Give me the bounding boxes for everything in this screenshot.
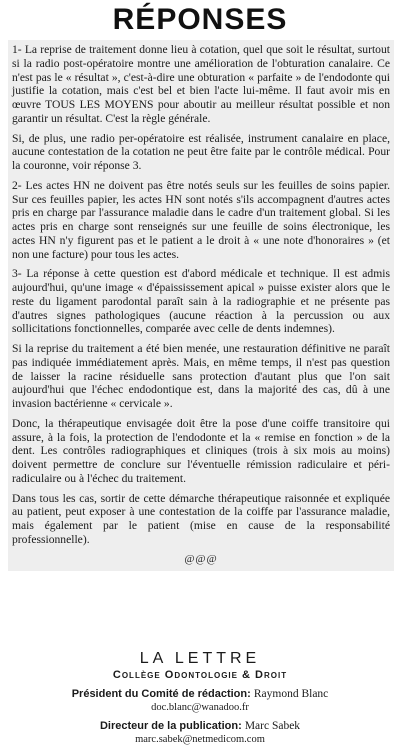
publication-name: LA LETTRE xyxy=(139,650,261,667)
answer-paragraph: 1- La reprise de traitement donne lieu à cotation, quel que soit le résultat, surtout si la radio post-opératoire montre une amélioration de l'obturation canalaire. Ce n'est pas le « résultat », c'est-à-dire une obturation « parfaite » de l'endodonte qui justifie la cotation, mais c'est bel et bien l'acte lui-même. Il faut avoir mis en œuvre TOUS LES MOYENS pour aboutir au meilleur résultat possible et non garantir un résultat. C'est la règle générale. xyxy=(12,43,390,125)
masthead-footer xyxy=(0,650,400,746)
director-role: Directeur de la publication: xyxy=(99,720,242,732)
answer-paragraph: Dans tous les cas, sortir de cette démarche thérapeutique raisonnée et expliquée au patient, peut exposer à une contestation de la coiffe par l'assurance maladie, mais également par le patient (mise en cause de la responsabilité professionnelle). xyxy=(12,491,390,546)
editor-email[interactable]: doc.blanc@wanadoo.fr xyxy=(151,702,249,713)
answer-paragraph: 3- La réponse à cette question est d'abord médicale et technique. Il est admis aujourd'hui, qu'une image « d'épaississement apical » puisse exister alors que le reste du ligament parodontal paraît sain à la radiographie et ne présente pas d'autres signes pathologiques (aucune réaction à la percussion ou aux sollicitations fonctionnelles, comparée avec celle de dents indemnes). xyxy=(12,267,390,336)
director-line xyxy=(0,719,400,733)
editor-name: Raymond Blanc xyxy=(253,688,329,700)
publication-subtitle: Collège Odontologie & Droit xyxy=(112,669,288,681)
answer-paragraph: Si, de plus, une radio per-opératoire est réalisée, instrument canalaire en place, aucune contestation de la cotation ne peut être faite par le contrôle médical. Pour la couronne, voir réponse 3. xyxy=(12,131,390,172)
director-email[interactable]: marc.sabek@netmedicom.com xyxy=(135,734,265,745)
answers-body xyxy=(8,40,394,571)
answer-paragraph: Si la reprise du traitement a été bien menée, une restauration définitive ne paraît pas indiquée immédiatement après. Mais, en même temps, il n'est pas question de laisser la racine résiduelle sans protection d'autant plus que l'on sait aujourd'hui que l'échec endodontique est, dans la majorité des cas, dû à une invasion bactérienne « cervicale ». xyxy=(12,342,390,410)
answer-paragraph: 2- Les actes HN ne doivent pas être notés seuls sur les feuilles de soins papier. Sur ces feuilles papier, les actes HN sont notés s'ils accompagnent d'autres actes pris en charge par l'assurance maladie dans le cadre d'un traitement global. Si les actes pris en charge sont renseignés sur une feuille de soins électronique, les actes HN n'y figurent pas et le patient a le droit à « une note d'honoraires » (et non une facture) pour tous les actes. xyxy=(12,178,390,261)
answer-paragraph: Donc, la thérapeutique envisagée doit être la pose d'une coiffe transitoire qui assure, à la fois, la protection de l'endodonte et la « remise en fonction » de la dent. Les contrôles radiographiques et cliniques (trois à six mois au moins) doivent permettre de conclure sur l'éventuelle rémission radiculaire et péri-radiculaire ou à l'échec du traitement. xyxy=(12,416,390,485)
section-separator: @@@ xyxy=(184,552,218,565)
page-title: RÉPONSES xyxy=(112,3,288,36)
editor-role: Président du Comité de rédaction: xyxy=(71,688,251,700)
director-name: Marc Sabek xyxy=(244,720,301,732)
editor-line xyxy=(0,687,400,701)
